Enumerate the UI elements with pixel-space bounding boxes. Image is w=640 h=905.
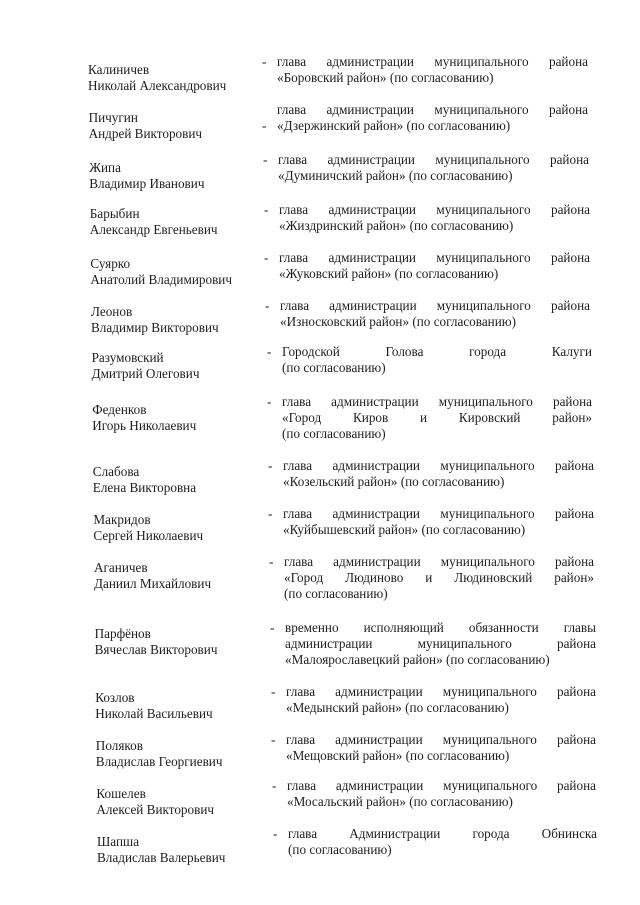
position-line: «Малоярославецкий район» (по согласованию) xyxy=(285,652,550,667)
position-line: (по согласованию) xyxy=(282,360,386,375)
member-name xyxy=(96,786,271,818)
list-dash: - xyxy=(273,826,278,841)
member-surname: Парфёнов xyxy=(94,626,151,641)
position-line: (по согласованию) xyxy=(284,586,388,601)
list-dash: - xyxy=(262,118,267,133)
member-given-names: Николай Васильевич xyxy=(95,706,213,721)
member-name xyxy=(90,256,265,288)
position-line: глава администрации муниципального района xyxy=(277,102,588,117)
position-line: «Жуковский район» (по согласованию) xyxy=(279,266,499,281)
member-given-names: Алексей Викторович xyxy=(96,802,215,817)
member-name xyxy=(93,512,268,544)
member-name xyxy=(89,110,264,142)
member-position xyxy=(285,620,596,668)
member-position xyxy=(283,506,594,538)
member-surname: Феденков xyxy=(92,402,147,417)
member-given-names: Вячеслав Викторович xyxy=(94,642,218,657)
list-dash: - xyxy=(265,298,270,313)
position-line: «Мосальский район» (по согласованию) xyxy=(287,794,513,809)
member-position xyxy=(286,684,596,716)
member-given-names: Александр Евгеньевич xyxy=(89,222,218,237)
member-surname: Поляков xyxy=(95,738,143,753)
list-dash: - xyxy=(269,554,274,569)
list-dash: - xyxy=(264,250,269,265)
list-dash: - xyxy=(271,732,276,747)
position-line: глава администрации муниципального района xyxy=(286,684,596,699)
position-line: «Жиздринский район» (по согласованию) xyxy=(279,218,514,233)
list-dash: - xyxy=(268,506,273,521)
list-dash: - xyxy=(270,620,275,635)
member-name xyxy=(91,304,266,336)
position-line: «Медынский район» (по согласованию) xyxy=(286,700,509,715)
member-position xyxy=(286,732,596,764)
position-line: глава администрации муниципального района xyxy=(280,298,590,313)
position-line: глава Администрации города Обнинска xyxy=(288,826,597,841)
position-line: администрации муниципального района xyxy=(285,636,596,651)
member-position xyxy=(283,458,594,490)
member-given-names: Владимир Иванович xyxy=(89,176,205,191)
member-surname: Макридов xyxy=(93,512,151,527)
list-dash: - xyxy=(271,684,276,699)
position-line: глава администрации муниципального района xyxy=(277,54,588,69)
member-given-names: Владислав Валерьевич xyxy=(97,850,226,865)
position-line: «Мещовский район» (по согласованию) xyxy=(286,748,510,763)
position-line: «Козельский район» (по согласованию) xyxy=(283,474,505,489)
member-surname: Слабова xyxy=(92,464,140,479)
member-surname: Пичугин xyxy=(88,110,138,125)
member-surname: Барыбин xyxy=(89,206,140,221)
position-line: «Город Людиново и Людиновский район» xyxy=(284,570,594,585)
member-surname: Жипа xyxy=(89,160,121,175)
position-line: «Город Киров и Кировский район» xyxy=(282,410,592,425)
list-dash: - xyxy=(262,54,267,69)
member-name xyxy=(92,350,267,382)
position-line: «Думиничский район» (по согласованию) xyxy=(278,168,513,183)
member-given-names: Елена Викторовна xyxy=(92,480,197,495)
list-dash: - xyxy=(267,344,272,359)
member-given-names: Игорь Николаевич xyxy=(92,418,197,433)
member-given-names: Андрей Викторович xyxy=(88,126,203,141)
member-position xyxy=(277,102,588,134)
position-line: «Куйбышевский район» (по согласованию) xyxy=(283,522,526,537)
member-name xyxy=(97,834,272,866)
member-surname: Шапша xyxy=(97,834,140,849)
member-given-names: Владимир Викторович xyxy=(91,320,219,335)
member-position xyxy=(277,54,588,86)
list-dash: - xyxy=(272,778,277,793)
position-line: Городской Голова города Калуги xyxy=(282,344,592,359)
position-line: временно исполняющий обязанности главы xyxy=(285,620,596,635)
member-surname: Аганичев xyxy=(94,560,148,575)
member-position xyxy=(282,344,592,376)
member-name xyxy=(89,160,264,192)
member-name xyxy=(92,402,267,434)
member-given-names: Даниил Михайлович xyxy=(94,576,212,591)
member-position xyxy=(279,250,590,282)
member-name xyxy=(88,62,263,94)
position-line: глава администрации муниципального района xyxy=(287,778,596,793)
position-line: глава администрации муниципального района xyxy=(286,732,596,747)
position-line: глава администрации муниципального района xyxy=(282,394,592,409)
member-given-names: Николай Александрович xyxy=(88,78,227,93)
member-position xyxy=(287,778,596,810)
member-position xyxy=(280,298,590,330)
member-surname: Суярко xyxy=(90,256,131,271)
member-given-names: Анатолий Владимирович xyxy=(90,272,232,287)
position-line: глава администрации муниципального района xyxy=(278,152,589,167)
list-dash: - xyxy=(264,202,269,217)
position-line: «Дзержинский район» (по согласованию) xyxy=(277,118,511,133)
member-position xyxy=(279,202,590,234)
position-line: (по согласованию) xyxy=(288,842,392,857)
member-surname: Разумовский xyxy=(91,350,164,365)
list-dash: - xyxy=(268,458,273,473)
position-line: глава администрации муниципального района xyxy=(284,554,594,569)
position-line: «Износковский район» (по согласованию) xyxy=(280,314,517,329)
member-name xyxy=(95,626,270,658)
list-dash: - xyxy=(263,152,268,167)
member-name xyxy=(90,206,265,238)
member-surname: Леонов xyxy=(91,304,133,319)
member-position xyxy=(288,826,597,858)
member-name xyxy=(93,464,268,496)
position-line: глава администрации муниципального района xyxy=(283,458,594,473)
member-surname: Калиничев xyxy=(88,62,150,77)
position-line: глава администрации муниципального района xyxy=(283,506,594,521)
member-surname: Кошелев xyxy=(96,786,146,801)
position-line: глава администрации муниципального района xyxy=(279,202,590,217)
member-given-names: Владислав Георгиевич xyxy=(95,754,223,769)
member-surname: Козлов xyxy=(95,690,135,705)
member-name xyxy=(96,738,271,770)
position-line: «Боровский район» (по согласованию) xyxy=(277,70,494,85)
member-position xyxy=(278,152,589,184)
position-line: глава администрации муниципального района xyxy=(279,250,590,265)
member-position xyxy=(284,554,594,602)
member-name xyxy=(94,560,269,592)
position-line: (по согласованию) xyxy=(282,426,386,441)
list-dash: - xyxy=(267,394,272,409)
member-given-names: Дмитрий Олегович xyxy=(91,366,200,381)
member-given-names: Сергей Николаевич xyxy=(93,528,204,543)
member-name xyxy=(95,690,270,722)
member-position xyxy=(282,394,592,442)
